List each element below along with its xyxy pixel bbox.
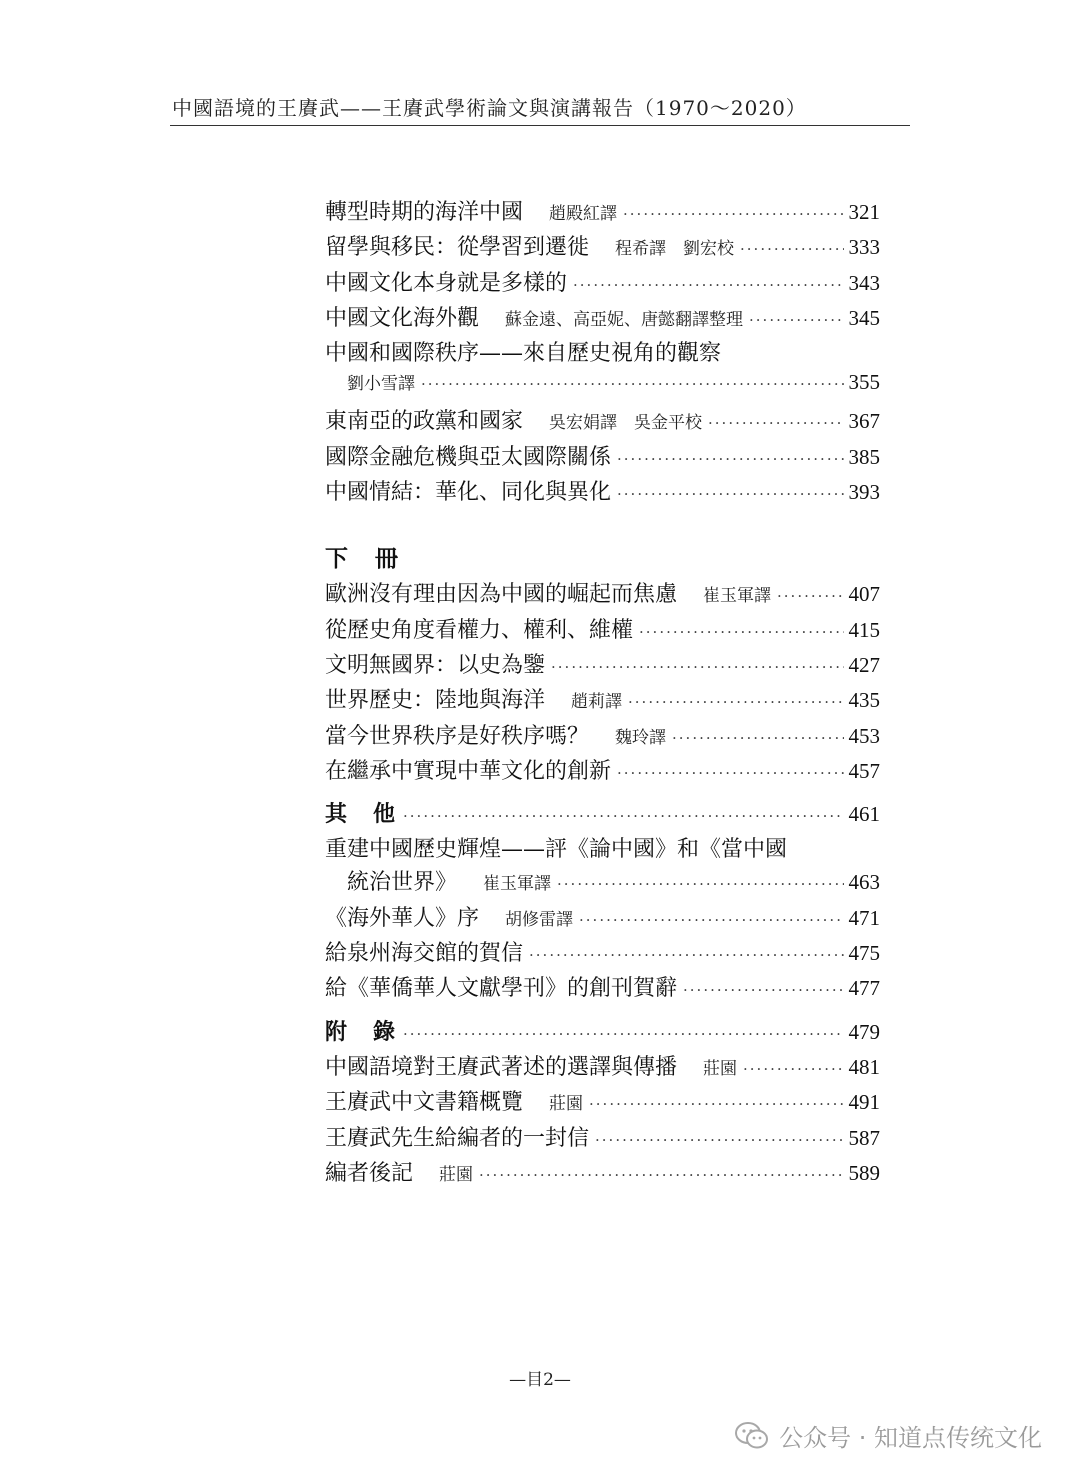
toc-entry-title: 轉型時期的海洋中國 bbox=[325, 200, 524, 225]
toc-entry-translator: 莊園 bbox=[549, 1094, 584, 1115]
toc-entry[interactable] bbox=[325, 404, 880, 439]
dot-leader bbox=[639, 623, 843, 641]
toc-entry-title: 當今世界秩序是好秩序嗎？ bbox=[325, 723, 590, 749]
toc-entry-line2[interactable] bbox=[325, 865, 880, 900]
toc-entry-translator: 胡修雷譯 bbox=[505, 909, 574, 930]
toc-entry-page: 435 bbox=[848, 688, 880, 713]
toc-entry-page: 589 bbox=[848, 1160, 880, 1185]
toc-entry[interactable] bbox=[325, 1156, 880, 1191]
toc-entry-page: 385 bbox=[848, 444, 880, 469]
toc-entry-translator: 吳宏娟譯 吳金平校 bbox=[549, 413, 703, 434]
toc-entry-line1[interactable] bbox=[325, 336, 880, 369]
toc-entry[interactable] bbox=[325, 613, 880, 648]
dot-leader bbox=[421, 375, 844, 393]
toc-entry[interactable] bbox=[325, 1050, 880, 1085]
toc-entry-title: 中國語境對王賡武著述的選譯與傳播 bbox=[325, 1054, 678, 1080]
toc-entry-title: 中國和國際秩序——來自歷史視角的觀察 bbox=[325, 341, 722, 367]
watermark bbox=[735, 1418, 1042, 1453]
toc-entry-page: 427 bbox=[848, 652, 880, 677]
toc-entry[interactable] bbox=[325, 440, 880, 475]
toc-entry-page: 407 bbox=[848, 582, 880, 607]
toc-entry-translator: 魏玲譯 bbox=[615, 727, 667, 748]
toc-entry[interactable] bbox=[325, 475, 880, 510]
dot-leader bbox=[743, 1060, 843, 1078]
toc-entry-translator: 崔玉軍譯 bbox=[703, 586, 772, 607]
dot-leader bbox=[557, 875, 843, 893]
toc-entry-title: 從歷史角度看權力、權利、維權 bbox=[325, 617, 634, 643]
toc-entry[interactable] bbox=[325, 230, 880, 265]
section-heading-text: 其 他 bbox=[325, 801, 398, 828]
wechat-official-account-icon bbox=[735, 1421, 769, 1451]
dot-leader bbox=[628, 693, 843, 711]
toc-entry[interactable] bbox=[325, 719, 880, 754]
toc-entry-page: 479 bbox=[848, 1019, 880, 1044]
toc-entry-page: 481 bbox=[848, 1054, 880, 1079]
toc-entry-page: 345 bbox=[848, 305, 880, 330]
toc-entry[interactable] bbox=[325, 754, 880, 789]
toc-entry[interactable] bbox=[325, 301, 880, 336]
toc-entry[interactable] bbox=[325, 936, 880, 971]
toc-entry-translator: 莊園 bbox=[439, 1164, 474, 1185]
dot-leader bbox=[683, 981, 843, 999]
toc-entry-title: 中國文化海外觀 bbox=[325, 305, 480, 331]
toc-entry-title: 歐洲沒有理由因為中國的崛起而焦慮 bbox=[325, 582, 678, 608]
toc-entry-title-continued: 統治世界》 bbox=[347, 870, 458, 896]
toc-entry-title: 留學與移民：從學習到遷徙 bbox=[325, 235, 590, 261]
toc-entry-translator: 趙殿紅譯 bbox=[549, 204, 618, 224]
dot-leader bbox=[617, 764, 843, 782]
dot-leader bbox=[595, 1131, 843, 1149]
toc-entry-title: 文明無國界：以史為鑒 bbox=[325, 652, 546, 678]
section-heading-text: 下 冊 bbox=[325, 545, 400, 573]
dot-leader bbox=[740, 240, 843, 258]
table-of-contents bbox=[325, 195, 880, 1191]
page-number-footer: —目2— bbox=[509, 1370, 571, 1390]
dot-leader bbox=[623, 205, 843, 223]
toc-entry-page: 415 bbox=[848, 617, 880, 642]
toc-entry-page: 491 bbox=[848, 1090, 880, 1115]
section-heading-lower-volume bbox=[325, 540, 880, 577]
dot-leader bbox=[589, 1095, 843, 1113]
toc-entry-page: 393 bbox=[848, 480, 880, 505]
dot-leader bbox=[777, 587, 843, 605]
toc-entry-title: 給《華僑華人文獻學刊》的創刊賀辭 bbox=[325, 976, 678, 1002]
header-divider bbox=[170, 125, 910, 126]
toc-entry-title: 編者後記 bbox=[325, 1160, 414, 1186]
toc-entry-page: 453 bbox=[848, 723, 880, 748]
toc-entry-page: 321 bbox=[848, 200, 880, 224]
toc-entry-page: 477 bbox=[848, 976, 880, 1001]
toc-entry-page: 333 bbox=[848, 235, 880, 260]
dot-leader bbox=[617, 450, 843, 468]
toc-entry-title: 給泉州海交館的賀信 bbox=[325, 941, 524, 967]
dot-leader bbox=[573, 276, 843, 294]
toc-entry[interactable] bbox=[325, 683, 880, 718]
toc-entry-line1[interactable] bbox=[325, 832, 880, 865]
section-heading-text: 附 錄 bbox=[325, 1018, 398, 1045]
toc-entry-page: 461 bbox=[848, 802, 880, 827]
section-heading-others[interactable] bbox=[325, 797, 880, 832]
toc-entry[interactable] bbox=[325, 266, 880, 301]
dot-leader bbox=[617, 485, 843, 503]
toc-entry-page: 471 bbox=[848, 905, 880, 930]
dot-leader bbox=[749, 311, 843, 329]
toc-entry-page: 343 bbox=[848, 270, 880, 295]
toc-entry-translator: 崔玉軍譯 bbox=[483, 874, 552, 895]
toc-entry[interactable] bbox=[325, 577, 880, 612]
dot-leader bbox=[403, 1025, 843, 1043]
toc-entry-title: 世界歷史：陸地與海洋 bbox=[325, 688, 546, 714]
toc-entry-translator: 莊園 bbox=[703, 1058, 738, 1079]
running-header: 中國語境的王賡武——王賡武學術論文與演講報告（1970～2020） bbox=[172, 96, 807, 120]
toc-entry-page: 457 bbox=[848, 758, 880, 783]
toc-entry-page: 355 bbox=[848, 370, 880, 395]
toc-entry[interactable] bbox=[325, 971, 880, 1006]
dot-leader bbox=[579, 911, 843, 929]
dot-leader bbox=[403, 807, 843, 825]
toc-entry-page: 367 bbox=[848, 409, 880, 434]
toc-entry-title: 東南亞的政黨和國家 bbox=[325, 409, 524, 435]
toc-entry[interactable] bbox=[325, 901, 880, 936]
toc-entry-page: 475 bbox=[848, 941, 880, 966]
toc-entry-translator: 趙莉譯 bbox=[571, 692, 623, 713]
dot-leader bbox=[551, 658, 843, 676]
toc-entry-title: 國際金融危機與亞太國際關係 bbox=[325, 444, 612, 470]
dot-leader bbox=[672, 729, 843, 747]
toc-entry[interactable] bbox=[325, 195, 880, 230]
toc-entry-title: 在繼承中實現中華文化的創新 bbox=[325, 758, 612, 784]
toc-entry-title: 王賡武中文書籍概覽 bbox=[325, 1090, 524, 1116]
dot-leader bbox=[529, 946, 843, 964]
toc-entry-title: 《海外華人》序 bbox=[325, 905, 480, 931]
section-heading-appendix[interactable] bbox=[325, 1015, 880, 1050]
dot-leader bbox=[479, 1166, 843, 1184]
toc-entry-title: 中國情結：華化、同化與異化 bbox=[325, 480, 612, 506]
toc-entry-title: 重建中國歷史輝煌——評《論中國》和《當中國 bbox=[325, 837, 788, 863]
toc-entry-translator: 程希譯 劉宏校 bbox=[615, 239, 735, 260]
toc-entry[interactable] bbox=[325, 648, 880, 683]
toc-entry-line2[interactable] bbox=[325, 369, 880, 404]
watermark-text: 公众号 · 知道点传统文化 bbox=[779, 1424, 1042, 1452]
toc-entry[interactable] bbox=[325, 1121, 880, 1156]
toc-entry-title: 王賡武先生給編者的一封信 bbox=[325, 1125, 590, 1151]
toc-entry-translator: 劉小雪譯 bbox=[347, 374, 415, 395]
toc-entry-translator: 蘇金遠、高亞妮、唐懿翻譯整理 bbox=[505, 309, 744, 330]
toc-entry-page: 587 bbox=[848, 1125, 880, 1150]
dot-leader bbox=[708, 414, 843, 432]
toc-entry[interactable] bbox=[325, 1085, 880, 1120]
toc-entry-title: 中國文化本身就是多樣的 bbox=[325, 270, 568, 296]
toc-entry-page: 463 bbox=[848, 870, 880, 895]
